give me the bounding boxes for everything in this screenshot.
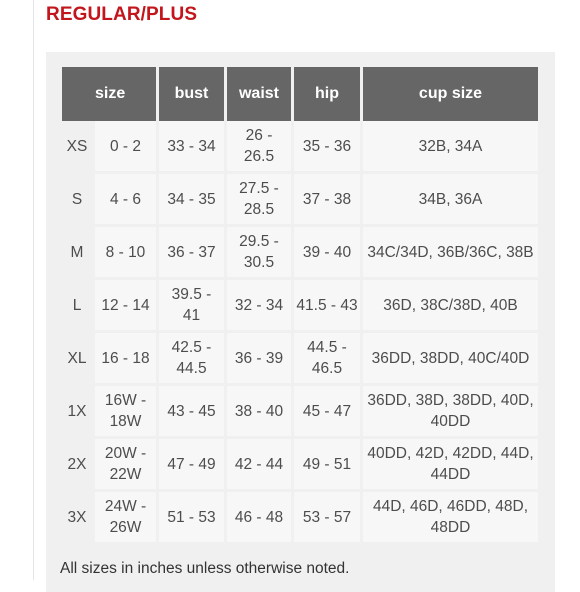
table-row [62,227,538,280]
cell-hip: 49 - 51 [294,439,360,492]
cell-cup: 36DD, 38DD, 40C/40D [363,333,538,386]
cell-waist: 42 - 44 [227,439,291,492]
size-chart-table [59,67,541,545]
cell-bust: 43 - 45 [159,386,224,439]
table-row [62,174,538,227]
cell-hip: 39 - 40 [294,227,360,280]
cell-bust: 34 - 35 [159,174,224,227]
cell-size-label: M [62,227,92,280]
cell-hip: 35 - 36 [294,121,360,174]
cell-bust: 42.5 - 44.5 [159,333,224,386]
cell-size-label: L [62,280,92,333]
cell-cup: 32B, 34A [363,121,538,174]
cell-size-label: XL [62,333,92,386]
cell-hip: 41.5 - 43 [294,280,360,333]
header-waist: waist [227,67,291,121]
cell-bust: 51 - 53 [159,492,224,545]
cell-waist: 32 - 34 [227,280,291,333]
cell-hip: 37 - 38 [294,174,360,227]
cell-bust: 47 - 49 [159,439,224,492]
cell-waist: 46 - 48 [227,492,291,545]
cell-size: 4 - 6 [95,174,156,227]
header-size: size [62,67,156,121]
cell-waist: 27.5 - 28.5 [227,174,291,227]
table-row [62,386,538,439]
cell-cup: 36D, 38C/38D, 40B [363,280,538,333]
cell-size: 24W - 26W [95,492,156,545]
cell-size-label: 2X [62,439,92,492]
cell-hip: 45 - 47 [294,386,360,439]
cell-size-label: 1X [62,386,92,439]
table-row [62,333,538,386]
cell-size-label: 3X [62,492,92,545]
cell-cup: 34C/34D, 36B/36C, 38B [363,227,538,280]
table-row [62,439,538,492]
header-hip: hip [294,67,360,121]
page-title: REGULAR/PLUS [46,4,198,25]
cell-cup: 40DD, 42D, 42DD, 44D, 44DD [363,439,538,492]
cell-bust: 36 - 37 [159,227,224,280]
cell-waist: 38 - 40 [227,386,291,439]
cell-bust: 39.5 - 41 [159,280,224,333]
cell-size: 12 - 14 [95,280,156,333]
table-row [62,121,538,174]
cell-size: 8 - 10 [95,227,156,280]
header-cup-size: cup size [363,67,538,121]
cell-size: 16W - 18W [95,386,156,439]
left-divider [33,0,34,580]
cell-size-label: XS [62,121,92,174]
cell-size-label: S [62,174,92,227]
table-row [62,280,538,333]
cell-size: 16 - 18 [95,333,156,386]
cell-waist: 29.5 - 30.5 [227,227,291,280]
cell-hip: 53 - 57 [294,492,360,545]
table-header-row [62,67,538,121]
cell-hip: 44.5 - 46.5 [294,333,360,386]
footnote: All sizes in inches unless otherwise noted. [60,560,350,577]
cell-size: 0 - 2 [95,121,156,174]
cell-cup: 44D, 46D, 46DD, 48D, 48DD [363,492,538,545]
cell-cup: 34B, 36A [363,174,538,227]
cell-cup: 36DD, 38D, 38DD, 40D, 40DD [363,386,538,439]
cell-waist: 36 - 39 [227,333,291,386]
cell-size: 20W - 22W [95,439,156,492]
header-bust: bust [159,67,224,121]
cell-bust: 33 - 34 [159,121,224,174]
table-row [62,492,538,545]
cell-waist: 26 - 26.5 [227,121,291,174]
